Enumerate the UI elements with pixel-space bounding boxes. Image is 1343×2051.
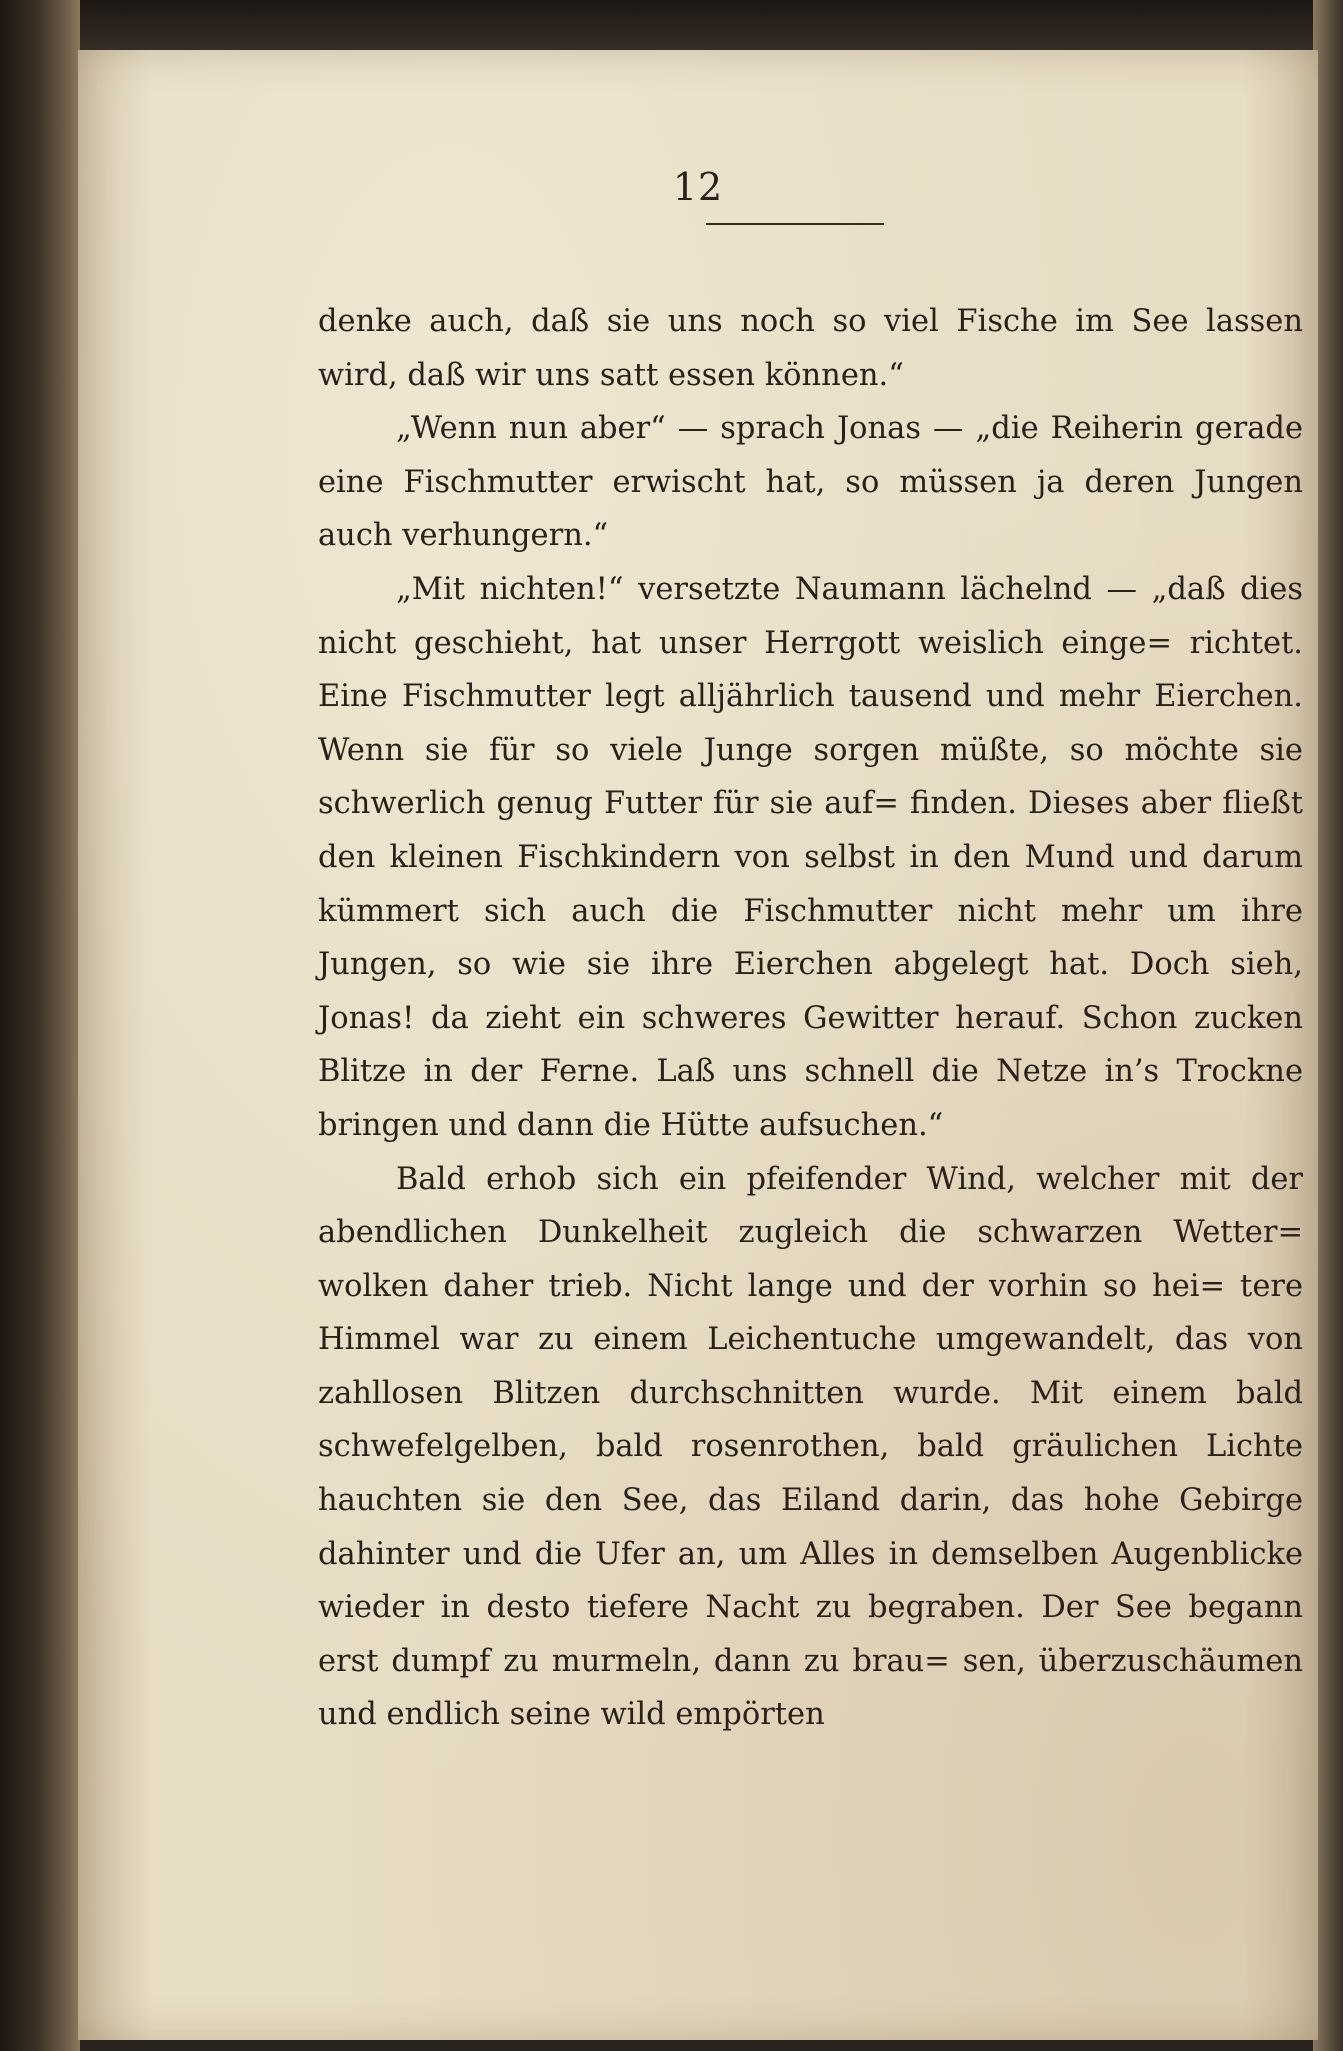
paragraph-2: „Wenn nun aber“ — sprach Jonas — „die Reiherin gerade eine Fischmutter erwischt hat, so müssen ja deren Jungen auch verhungern.“ [318,411,1303,554]
book-page [78,50,1318,2040]
paragraph-4: Bald erhob sich ein pfeifender Wind, welcher mit der abendlichen Dunkelheit zugleich die schwarzen Wetter= wolken daher trieb. Nicht lange und der vorhin so hei= tere Himmel war zu einem Leichentuche umgewandelt, das von zahllosen Blitzen durchschnitten wurde. Mit einem bald schwefelgelben, bald rosenrothen, bald gräulichen Lichte hauchten sie den See, das Eiland darin, das hohe Gebirge dahinter und die Ufer an, um Alles in demselben Augenblicke wieder in desto tiefere Nacht zu begraben. Der See begann erst dumpf zu murmeln, dann zu brau= sen, überzuschäumen und endlich seine wild empörten [318,1161,1303,1733]
page-number: 12 [672,165,724,209]
paragraph-1: denke auch, daß sie uns noch so viel Fische im See lassen wird, daß wir uns satt essen können.“ [318,304,1303,393]
paragraph-3: „Mit nichten!“ versetzte Naumann lächelnd — „daß dies nicht geschieht, hat unser Herrgott weislich einge= richtet. Eine Fischmutter legt alljährlich tausend und mehr Eierchen. Wenn sie für so viele Junge sorgen müßte, so möchte sie schwerlich genug Futter für sie auf= finden. Dieses aber fließt den kleinen Fischkindern von selbst in den Mund und darum kümmert sich auch die Fischmutter nicht mehr um ihre Jungen, so wie sie ihre Eierchen abgelegt hat. Doch sieh, Jonas! da zieht ein schweres Gewitter herauf. Schon zucken Blitze in der Ferne. Laß uns schnell die Netze in’s Trockne bringen und dann die Hütte aufsuchen.“ [318,571,1303,1143]
book-spine-left-edge [0,0,80,2051]
body-text [318,295,1303,1742]
page-header [78,165,1318,209]
header-rule [706,223,884,225]
